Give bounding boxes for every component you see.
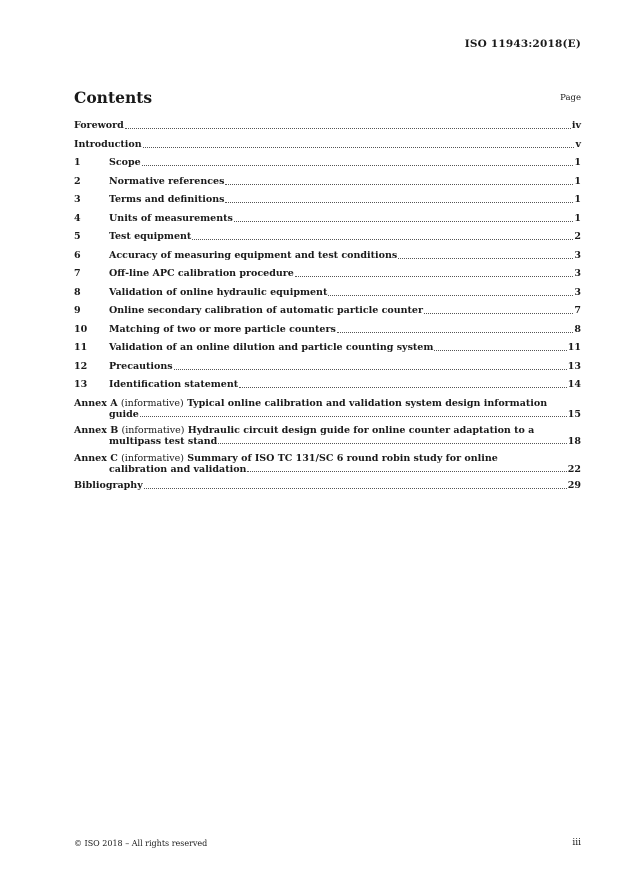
toc-entry-9[interactable] bbox=[74, 305, 581, 317]
toc-entry-page: 1 bbox=[574, 194, 581, 205]
toc-entry-number: 9 bbox=[74, 305, 81, 316]
toc-entry-page: 3 bbox=[574, 249, 581, 261]
document-id: ISO 11943:2018(E) bbox=[464, 38, 581, 50]
footer-page-number: iii bbox=[572, 838, 581, 848]
toc-entry-10[interactable] bbox=[74, 324, 581, 336]
toc-entry-page: 1 bbox=[574, 212, 581, 224]
toc-entry-title: Terms and definitions bbox=[109, 194, 225, 205]
toc-entry-2[interactable] bbox=[74, 176, 581, 188]
toc-entry-1[interactable] bbox=[74, 157, 581, 169]
dot-leader bbox=[225, 184, 573, 185]
dot-leader bbox=[192, 239, 573, 240]
toc-entry-12[interactable] bbox=[74, 361, 581, 373]
dot-leader bbox=[125, 128, 571, 129]
toc-entry-8[interactable] bbox=[74, 287, 581, 299]
annex-line-2 bbox=[74, 409, 568, 420]
annex-line-1 bbox=[74, 453, 568, 464]
dot-leader bbox=[174, 369, 567, 370]
toc-annex-b[interactable] bbox=[74, 425, 581, 447]
page-column-label: Page bbox=[560, 93, 581, 103]
annex-body bbox=[74, 398, 568, 420]
toc-entry-6[interactable] bbox=[74, 250, 581, 262]
dot-leader bbox=[144, 488, 567, 489]
toc-entry-title: Identification statement bbox=[109, 379, 239, 390]
dot-leader bbox=[142, 165, 574, 166]
toc-entry-number: 11 bbox=[74, 342, 88, 353]
toc-entry-title: Foreword bbox=[74, 120, 124, 131]
annex-informative: (informative) bbox=[120, 397, 184, 409]
dot-leader bbox=[143, 147, 575, 148]
toc-entry-title: Introduction bbox=[74, 138, 142, 150]
toc-annex-c[interactable] bbox=[74, 453, 581, 475]
annex-label: Annex B bbox=[74, 425, 119, 436]
toc-entry-13[interactable] bbox=[74, 379, 581, 391]
dot-leader bbox=[424, 313, 573, 314]
toc-entry-page: 3 bbox=[574, 268, 581, 279]
toc-entry-title: Matching of two or more particle counters bbox=[109, 323, 336, 335]
annex-title-line-1: Summary of ISO TC 131/SC 6 round robin study for online bbox=[187, 452, 498, 464]
dot-leader bbox=[247, 471, 566, 472]
toc-entry-page: 1 bbox=[574, 157, 581, 168]
toc-entry-7[interactable] bbox=[74, 268, 581, 280]
annex-line-1 bbox=[74, 425, 568, 436]
dot-leader bbox=[398, 258, 573, 259]
contents-title: Contents bbox=[74, 88, 153, 107]
annex-line-1 bbox=[74, 398, 568, 409]
toc-entry-number: 3 bbox=[74, 194, 81, 205]
annex-line-2 bbox=[74, 436, 568, 447]
toc-entry-title: Bibliography bbox=[74, 480, 143, 491]
annex-label: Annex C bbox=[74, 452, 118, 464]
toc-entry-page: 2 bbox=[574, 231, 581, 242]
toc-entry-number: 2 bbox=[74, 175, 81, 187]
toc-entry-title: Accuracy of measuring equipment and test conditions bbox=[109, 249, 398, 261]
toc-entry-page: 8 bbox=[574, 323, 581, 335]
toc-entry-number: 10 bbox=[74, 323, 88, 335]
annex-title-line-2: calibration and validation bbox=[109, 463, 247, 475]
toc-entry-number: 5 bbox=[74, 231, 81, 242]
dot-leader bbox=[225, 202, 573, 203]
toc-entry-number: 4 bbox=[74, 212, 81, 224]
toc-entry-number: 12 bbox=[74, 360, 88, 372]
dot-leader bbox=[218, 443, 566, 444]
toc-entry-page: 22 bbox=[567, 463, 581, 475]
contents-heading-row bbox=[74, 88, 581, 110]
toc-entry-page: iv bbox=[571, 120, 581, 131]
toc-entry-number: 6 bbox=[74, 249, 81, 261]
toc-entry-title: Normative references bbox=[109, 175, 225, 187]
toc-entry-number: 8 bbox=[74, 286, 81, 298]
annex-informative: (informative) bbox=[121, 452, 184, 464]
toc-entry-bibliography[interactable] bbox=[74, 480, 581, 492]
toc-entry-page: 13 bbox=[567, 360, 581, 372]
toc-entry-5[interactable] bbox=[74, 231, 581, 243]
toc-entry-title: Units of measurements bbox=[109, 212, 233, 224]
toc-entry-page: 1 bbox=[574, 175, 581, 187]
dot-leader bbox=[434, 350, 566, 351]
toc-entry-number: 1 bbox=[74, 157, 81, 168]
toc-entry-title: Validation of an online dilution and particle counting system bbox=[109, 342, 434, 353]
annex-body bbox=[74, 425, 568, 447]
annex-label: Annex A bbox=[74, 397, 118, 409]
table-of-contents bbox=[74, 120, 581, 499]
dot-leader bbox=[328, 295, 573, 296]
toc-entry-title: Off-line APC calibration procedure bbox=[109, 268, 294, 279]
annex-informative: (informative) bbox=[121, 425, 185, 436]
toc-entry-page: 14 bbox=[567, 379, 581, 390]
toc-entry-number: 13 bbox=[74, 379, 88, 390]
toc-entry-page: 3 bbox=[574, 286, 581, 298]
dot-leader bbox=[140, 416, 567, 417]
toc-entry-page: v bbox=[575, 138, 581, 150]
toc-entry-page: 11 bbox=[567, 342, 581, 353]
toc-entry-number: 7 bbox=[74, 268, 81, 279]
toc-entry-title: Online secondary calibration of automatic particle counter bbox=[109, 305, 423, 316]
toc-entry-introduction[interactable] bbox=[74, 139, 581, 151]
toc-entry-page: 29 bbox=[567, 480, 581, 491]
toc-entry-11[interactable] bbox=[74, 342, 581, 354]
toc-entry-title: Validation of online hydraulic equipment bbox=[109, 286, 328, 298]
toc-entry-title: Precautions bbox=[109, 360, 173, 372]
annex-title-line-1: Hydraulic circuit design guide for online counter adaptation to a bbox=[187, 425, 535, 436]
toc-entry-page: 7 bbox=[574, 305, 581, 316]
annex-body bbox=[74, 453, 568, 475]
toc-entry-4[interactable] bbox=[74, 213, 581, 225]
toc-annex-a[interactable] bbox=[74, 398, 581, 420]
annex-title-line-2: multipass test stand bbox=[109, 436, 218, 447]
toc-entry-page: 18 bbox=[567, 436, 581, 447]
dot-leader bbox=[234, 221, 574, 222]
toc-entry-3[interactable] bbox=[74, 194, 581, 206]
toc-entry-foreword[interactable] bbox=[74, 120, 581, 132]
annex-title-line-2: guide bbox=[109, 408, 139, 420]
annex-line-2 bbox=[74, 464, 568, 475]
toc-entry-title: Scope bbox=[109, 157, 141, 168]
toc-entry-page: 15 bbox=[567, 408, 581, 420]
dot-leader bbox=[337, 332, 574, 333]
annex-title-line-1: Typical online calibration and validation system design information bbox=[187, 397, 548, 409]
dot-leader bbox=[295, 276, 574, 277]
dot-leader bbox=[239, 387, 567, 388]
footer-copyright: © ISO 2018 – All rights reserved bbox=[74, 839, 208, 848]
toc-entry-title: Test equipment bbox=[109, 231, 192, 242]
